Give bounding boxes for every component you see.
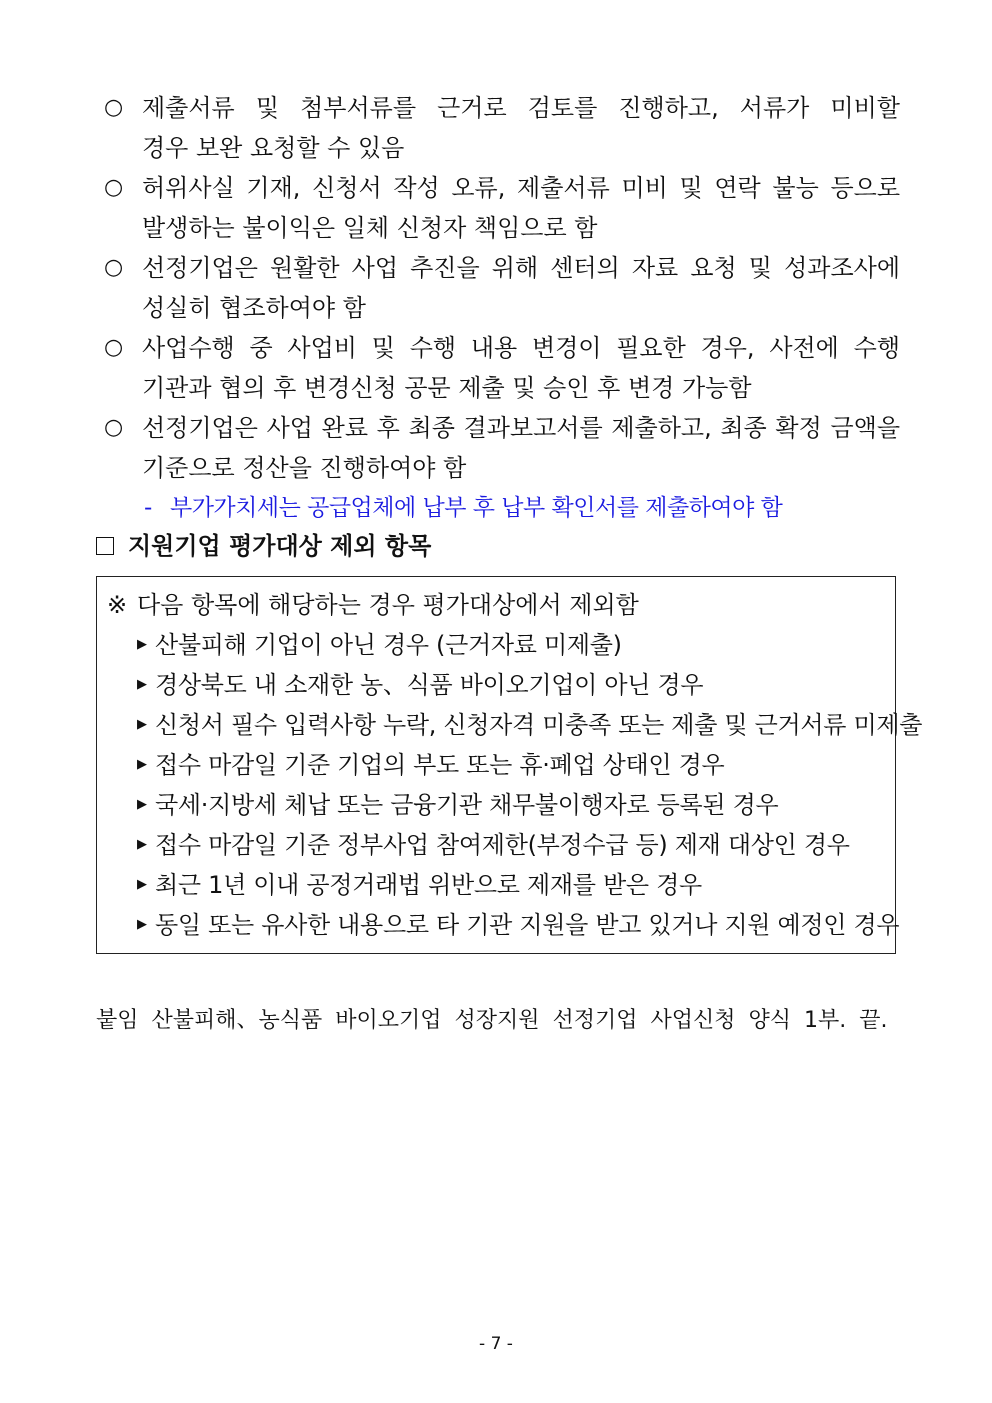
list-item: [137, 905, 900, 945]
notice-box: [96, 576, 923, 954]
triangle-bullet-icon: ▶: [137, 637, 147, 652]
triangle-bullet-icon: ▶: [137, 917, 147, 932]
bullet-list: [104, 88, 900, 528]
circle-bullet-icon: ○: [104, 175, 124, 200]
triangle-bullet-icon: ▶: [137, 677, 147, 692]
triangle-bullet-icon: ▶: [137, 717, 147, 732]
bullet-item: [104, 328, 900, 408]
bullet-text-line: 기관과 협의 후 변경신청 공문 제출 및 승인 후 변경 가능함: [142, 374, 752, 402]
page-number: - 7 -: [479, 1334, 513, 1354]
list-item: [137, 705, 923, 745]
list-item-text: 산불피해 기업이 아닌 경우 (근거자료 미제출): [155, 631, 622, 659]
triangle-bullet-icon: ▶: [137, 797, 147, 812]
list-item-text: 동일 또는 유사한 내용으로 타 기관 지원을 받고 있거나 지원 예정인 경우: [155, 911, 900, 939]
bullet-item: [104, 168, 900, 248]
list-item-text: 접수 마감일 기준 정부사업 참여제한(부정수급 등) 제재 대상인 경우: [155, 831, 850, 859]
sub-bullet-item: [104, 488, 900, 528]
triangle-bullet-icon: ▶: [137, 757, 147, 772]
section-title: 지원기업 평가대상 제외 항목: [128, 532, 432, 560]
list-item-text: 국세·지방세 체납 또는 금융기관 채무불이행자로 등록된 경우: [155, 791, 779, 819]
bullet-text-line: 사업수행 중 사업비 및 수행 내용 변경이 필요한 경우, 사전에 수행: [142, 334, 900, 362]
checkbox-square-icon: [96, 537, 114, 555]
list-item: [137, 665, 881, 705]
reference-mark-icon: ※: [107, 591, 128, 619]
notice-intro: [107, 585, 881, 625]
sub-bullet-text: 부가가치세는 공급업체에 납부 후 납부 확인서를 제출하여야 함: [170, 495, 783, 521]
attachment-note: 붙임 산불피해、농식품 바이오기업 성장지원 선정기업 사업신청 양식 1부. 끝.: [96, 1008, 888, 1033]
bullet-text-line: 발생하는 불이익은 일체 신청자 책임으로 함: [142, 214, 598, 242]
bullet-text-line: 제출서류 및 첨부서류를 근거로 검토를 진행하고, 서류가 미비할: [142, 94, 900, 122]
bullet-text-line: 성실히 협조하여야 함: [142, 294, 366, 322]
bullet-text-line: 선정기업은 사업 완료 후 최종 결과보고서를 제출하고, 최종 확정 금액을: [142, 414, 900, 442]
notice-intro-text: 다음 항목에 해당하는 경우 평가대상에서 제외함: [137, 591, 639, 619]
bullet-item: [104, 248, 900, 328]
circle-bullet-icon: ○: [104, 415, 124, 440]
circle-bullet-icon: ○: [104, 335, 124, 360]
bullet-text-line: 허위사실 기재, 신청서 작성 오류, 제출서류 미비 및 연락 불능 등으로: [142, 174, 900, 202]
list-item-text: 접수 마감일 기준 기업의 부도 또는 휴·폐업 상태인 경우: [155, 751, 725, 779]
triangle-bullet-icon: ▶: [137, 877, 147, 892]
triangle-bullet-icon: ▶: [137, 837, 147, 852]
list-item-text: 경상북도 내 소재한 농、식품 바이오기업이 아닌 경우: [155, 671, 704, 699]
list-item: [137, 745, 881, 785]
bullet-item: [104, 408, 900, 488]
exclusion-list: [107, 625, 923, 945]
bullet-text-line: 선정기업은 원활한 사업 추진을 위해 센터의 자료 요청 및 성과조사에: [142, 254, 900, 282]
list-item: [137, 825, 881, 865]
bullet-text-line: 기준으로 정산을 진행하여야 함: [142, 454, 467, 482]
list-item: [137, 625, 881, 665]
section-heading: [96, 526, 431, 566]
dash-bullet-icon: -: [144, 495, 152, 521]
bullet-item: [104, 88, 900, 168]
circle-bullet-icon: ○: [104, 255, 124, 280]
list-item-text: 최근 1년 이내 공정거래법 위반으로 제재를 받은 경우: [155, 871, 702, 899]
bullet-text-line: 경우 보완 요청할 수 있음: [142, 134, 405, 162]
list-item-text: 신청서 필수 입력사항 누락, 신청자격 미충족 또는 제출 및 근거서류 미제출: [155, 711, 923, 739]
circle-bullet-icon: ○: [104, 95, 124, 120]
list-item: [137, 785, 881, 825]
list-item: [137, 865, 881, 905]
